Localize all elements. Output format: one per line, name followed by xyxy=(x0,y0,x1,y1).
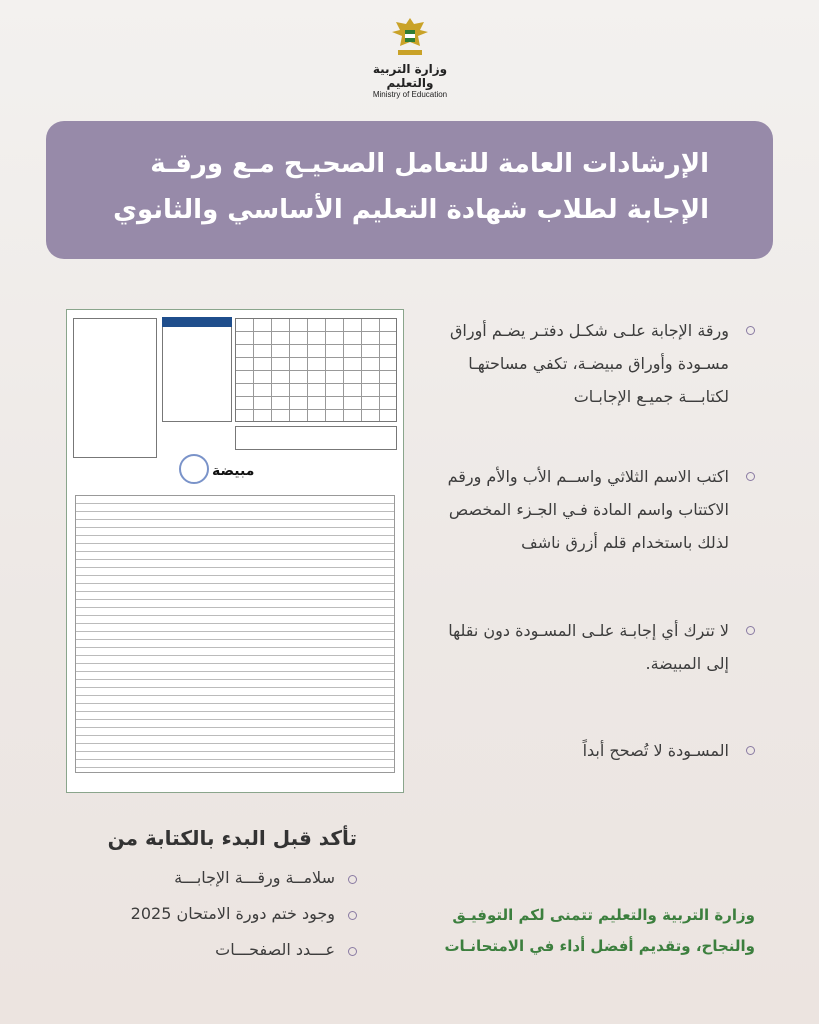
bullet-icon xyxy=(746,472,755,481)
instruction-item xyxy=(425,614,755,680)
committee-box xyxy=(235,426,397,450)
checklist-text: وجود ختم دورة الامتحان 2025 xyxy=(130,904,335,923)
checklist-text: عـــدد الصفحـــات xyxy=(215,940,335,959)
closing-line1: وزارة التربية والتعليم تتمنى لكم التوفيـق xyxy=(452,906,755,924)
closing-line2: والنجاح، وتقديم أفضل أداء في الامتحانـات xyxy=(444,937,755,955)
checklist-title: تأكد قبل البدء بالكتابة من xyxy=(107,826,357,850)
grades-table xyxy=(235,318,397,422)
bullet-icon xyxy=(746,326,755,335)
ministry-name-arabic: وزارة التربية والتعليم xyxy=(372,62,448,90)
bullet-icon xyxy=(746,626,755,635)
eagle-emblem-icon xyxy=(390,14,430,58)
exam-header-bar xyxy=(162,317,232,327)
ruled-writing-area xyxy=(75,495,395,773)
closing-message xyxy=(444,900,755,962)
banner-title-line1: الإرشادات العامة للتعامل الصحيـح مـع ورقـة xyxy=(150,149,709,179)
checklist-item xyxy=(131,904,357,923)
candidate-info-box xyxy=(73,318,157,458)
instruction-item xyxy=(425,460,755,559)
banner-title-line2: الإجابة لطلاب شهادة التعليم الأساسي والثانوي xyxy=(113,195,709,225)
bullet-icon xyxy=(746,746,755,755)
exam-info-box xyxy=(162,318,232,422)
checklist-text: سلامــة ورقـــة الإجابـــة xyxy=(174,868,335,887)
exam-stamp-icon xyxy=(179,454,209,484)
title-banner xyxy=(46,121,773,259)
instruction-text: المسـودة لا تُصحح أبداً xyxy=(582,741,729,760)
checklist-item xyxy=(174,868,357,887)
bullet-icon xyxy=(348,875,357,884)
instruction-item xyxy=(425,314,755,413)
instruction-text: لا تترك أي إجابـة علـى المسـودة دون نقلها إلى المبيضة. xyxy=(448,621,729,673)
instruction-text: ورقة الإجابة علـى شكـل دفتـر يضـم أوراق مسـودة وأوراق مبيضـة، تكفي مساحتهـا لكتابـــة جميـع الإجابـات xyxy=(449,321,729,406)
clean-copy-label: مبيضة xyxy=(212,463,255,479)
bullet-icon xyxy=(348,947,357,956)
instruction-text: اكتب الاسم الثلاثي واســم الأب والأم ورقم الاكتتاب واسم المادة فـي الجـزء المخصص لذلك باستخدام قلم أزرق ناشف xyxy=(447,467,729,552)
answer-sheet-image xyxy=(66,309,404,793)
ministry-name-english: Ministry of Education xyxy=(372,90,448,99)
ministry-logo xyxy=(370,14,450,99)
checklist-item xyxy=(215,940,357,959)
bullet-icon xyxy=(348,911,357,920)
instruction-item xyxy=(425,734,755,767)
